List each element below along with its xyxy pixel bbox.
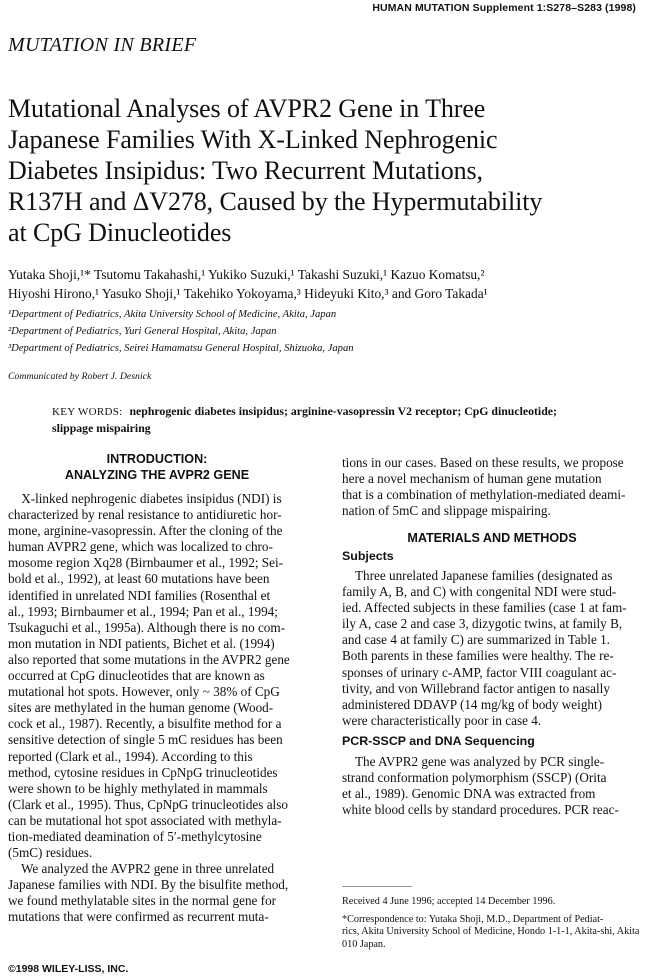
keywords-line-2: slippage mispairing: [52, 421, 151, 435]
pcr-body: [342, 754, 642, 818]
intro-line: (5mC) residues.: [8, 845, 93, 861]
authors-line: Hiyoshi Hirono,¹ Yasuko Shoji,¹ Takehiko Yokoyama,³ Hideyuki Kito,³ and Goro Takada¹: [8, 286, 488, 301]
pcr-line: white blood cells by standard procedures. PCR reac-: [342, 802, 619, 818]
subjects-line: tivity, and von Willebrand factor antigen to nasally: [342, 680, 610, 696]
intro-line: Tsukaguchi et al., 1995a). Although there is no com-: [8, 619, 286, 635]
affiliation-3: ³Department of Pediatrics, Seirei Hamamatsu General Hospital, Shizuoka, Japan: [8, 343, 354, 354]
intro-line: identified in unrelated NDI families (Rosenthal et: [8, 587, 271, 603]
subjects-subhead: Subjects: [342, 549, 394, 563]
footnote-rule: [342, 886, 412, 887]
subjects-line: family A, B, and C) with congenital NDI were stud-: [342, 584, 617, 600]
correspondence-line: 010 Japan.: [342, 938, 386, 950]
title-line: Japanese Families With X-Linked Nephrogenic: [8, 125, 498, 154]
subjects-line: Both parents in these families were healthy. The re-: [342, 648, 614, 664]
journal-header: HUMAN MUTATION Supplement 1:S278–S283 (1998): [372, 2, 636, 14]
pcr-line: strand conformation polymorphism (SSCP) (Orita: [342, 770, 607, 786]
affiliation-2: ²Department of Pediatrics, Yuri General Hospital, Akita, Japan: [8, 326, 277, 337]
subjects-line: sponses of urinary c-AMP, factor VIII coagulant ac-: [342, 664, 617, 680]
keywords-line-1: nephrogenic diabetes insipidus; arginine-vasopressin V2 receptor; CpG dinucleotide;: [129, 404, 557, 418]
intro-line: We analyzed the AVPR2 gene in three unrelated: [8, 861, 275, 877]
authors-line: Yutaka Shoji,¹* Tsutomu Takahashi,¹ Yukiko Suzuki,¹ Takashi Suzuki,¹ Kazuo Komatsu,²: [8, 267, 485, 282]
intro-line: were shown to be highly methylated in mammals: [8, 780, 268, 796]
intro-heading-line-1: INTRODUCTION:: [106, 452, 208, 466]
title-line: R137H and ΔV278, Caused by the Hypermutability: [8, 187, 543, 216]
intro-continued-line: here a novel mechanism of human gene mutation: [342, 471, 602, 487]
title-line: Diabetes Insipidus: Two Recurrent Mutations,: [8, 156, 483, 185]
correspondence-line: rics, Akita University School of Medicine, Hondo 1-1-1, Akita-shi, Akita: [342, 926, 640, 938]
intro-line: reported (Clark et al., 1994). According to this: [8, 748, 253, 764]
intro-line: mutations that were confirmed as recurrent muta-: [8, 909, 269, 925]
intro-line: mone, arginine-vasopressin. After the cloning of the: [8, 523, 283, 539]
subjects-line: ied. Affected subjects in these families (case 1 at fam-: [342, 600, 627, 616]
pcr-line: The AVPR2 gene was analyzed by PCR single-: [342, 754, 605, 769]
subjects-line: administered DDAVP (14 mg/kg of body weight): [342, 696, 603, 712]
affiliation-1: ¹Department of Pediatrics, Akita University School of Medicine, Akita, Japan: [8, 309, 337, 320]
intro-line: al., 1993; Birnbaumer et al., 1994; Pan et al., 1994;: [8, 603, 278, 619]
subjects-line: ily A, case 2 and case 3, dizygotic twins, at family B,: [342, 616, 623, 632]
intro-line: tion-mediated deamination of 5′-methylcytosine: [8, 828, 262, 844]
keywords-label: KEY WORDS:: [52, 406, 123, 418]
intro-line: cock et al., 1987). Recently, a bisulfite method for a: [8, 716, 282, 732]
article-title: [8, 93, 628, 248]
intro-line: method, cytosine residues in CpNpG trinucleotides: [8, 764, 278, 780]
copyright: ©1998 WILEY-LISS, INC.: [8, 963, 129, 975]
pcr-subhead: PCR-SSCP and DNA Sequencing: [342, 734, 535, 748]
intro-continued-line: tions in our cases. Based on these results, we propose: [342, 455, 624, 470]
intro-line: mosome region Xq28 (Birnbaumer et al., 1992; Sei-: [8, 555, 284, 571]
intro-line: sensitive detection of single 5 mC residues has been: [8, 732, 283, 748]
intro-body: [8, 491, 306, 926]
pcr-line: et al., 1989). Genomic DNA was extracted from: [342, 786, 596, 802]
correspondence-line: *Correspondence to: Yutaka Shoji, M.D., Department of Pediat-: [342, 914, 604, 926]
intro-heading-line-2: ANALYZING THE AVPR2 GENE: [64, 467, 250, 482]
intro-line: occurred at CpG dinucleotides that are known as: [8, 668, 265, 684]
intro-line: human AVPR2 gene, which was localized to chro-: [8, 539, 273, 555]
intro-line: characterized by renal resistance to antidiuretic hor-: [8, 507, 282, 523]
keywords-block: [52, 403, 612, 436]
intro-continued-line: nation of 5mC and slippage mispairing.: [342, 503, 551, 519]
intro-line: bold et al., 1992), at least 60 mutations have been: [8, 571, 270, 587]
intro-line: mon mutation in NDI patients, Bichet et al. (1994): [8, 635, 275, 651]
received-note: Received 4 June 1996; accepted 14 December 1996.: [342, 896, 556, 907]
subjects-line: were characteristically poor in case 4.: [342, 712, 542, 728]
intro-line: mutational hot spots. However, only ~ 38% of CpG: [8, 684, 280, 700]
subjects-line: Three unrelated Japanese families (designated as: [342, 568, 613, 583]
intro-continued-line: that is a combination of methylation-mediated deami-: [342, 487, 626, 503]
intro-line: can be mutational hot spot associated with methyla-: [8, 812, 282, 828]
section-label: MUTATION IN BRIEF: [8, 34, 197, 56]
intro-line: sites are methylated in the human genome (Wood-: [8, 700, 274, 716]
subjects-body: [342, 568, 642, 729]
intro-heading: [8, 452, 306, 483]
intro-line: also reported that some mutations in the AVPR2 gene: [8, 651, 290, 667]
author-list: [8, 265, 638, 303]
subjects-line: and case 4 at family C) are summarized in Table 1.: [342, 632, 610, 648]
footnotes: [342, 896, 642, 951]
intro-line: Japanese families with NDI. By the bisulfite method,: [8, 877, 289, 893]
intro-line: (Clark et al., 1995). Thus, CpNpG trinucleotides also: [8, 796, 288, 812]
right-intro-body: [342, 455, 642, 519]
communicated-by: Communicated by Robert J. Desnick: [8, 371, 152, 382]
methods-heading: MATERIALS AND METHODS: [407, 531, 577, 545]
title-line: Mutational Analyses of AVPR2 Gene in Three: [8, 94, 486, 123]
intro-line: we found methylatable sites in the normal gene for: [8, 893, 277, 909]
intro-line: X-linked nephrogenic diabetes insipidus (NDI) is: [8, 491, 282, 506]
title-line: at CpG Dinucleotides: [8, 218, 232, 247]
